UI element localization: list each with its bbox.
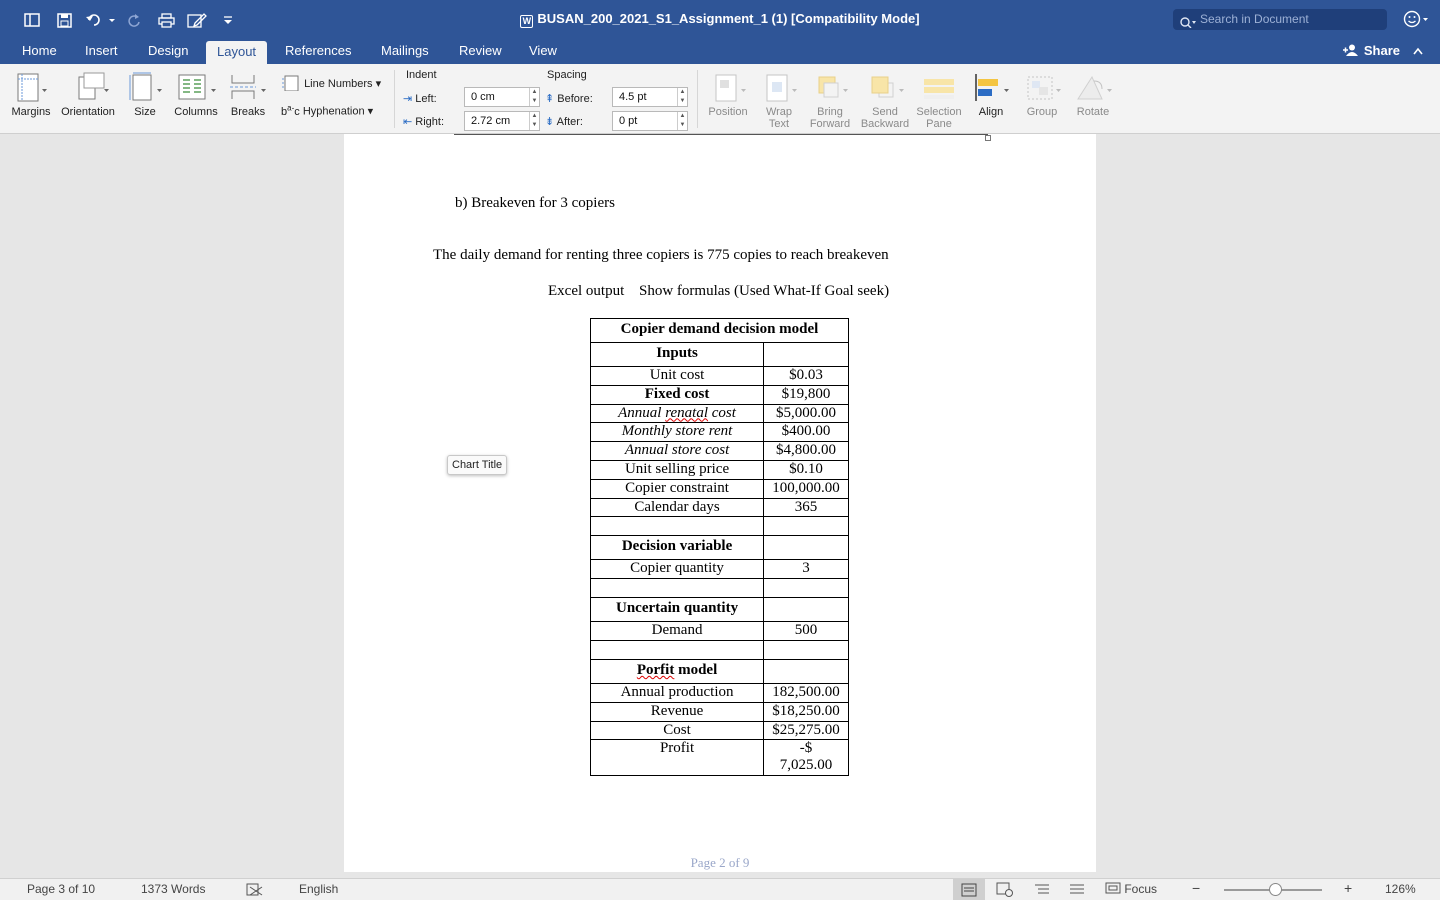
table-row — [591, 498, 849, 517]
indent-right-label-text: Right: — [415, 116, 445, 128]
tab-review[interactable]: Review — [459, 43, 502, 58]
table-cell-value: 182,500.00 — [764, 683, 849, 702]
label-text: cost — [708, 404, 736, 421]
profit-value — [764, 740, 849, 776]
hyphenation-button[interactable]: $b^{a-}c$ Hyphenation ▾ — [281, 103, 374, 118]
table-title: Copier demand decision model — [591, 319, 849, 343]
inputs-header: Inputs — [591, 343, 764, 367]
table-cell-label: Copier quantity — [591, 560, 764, 579]
indent-header: Indent — [406, 69, 437, 81]
size-label: Size — [134, 106, 156, 118]
add-person-icon — [1343, 44, 1360, 56]
focus-label: Focus — [1124, 882, 1158, 896]
align-icon — [970, 71, 1012, 103]
table-row — [591, 479, 849, 498]
table-cell-label: Unit cost — [591, 367, 764, 386]
tab-layout[interactable]: Layout — [206, 41, 267, 64]
draft-view-icon[interactable] — [1069, 882, 1085, 899]
show-formulas-label: Show formulas (Used What-If Goal seek) — [639, 283, 890, 299]
tab-home[interactable]: Home — [22, 43, 57, 58]
focus-button[interactable] — [1105, 882, 1157, 896]
profit-value-line-1: -$ — [799, 740, 813, 757]
bring-forward-label-2: Forward — [809, 118, 851, 130]
group-button[interactable] — [1018, 68, 1066, 118]
table-row — [591, 702, 849, 721]
table-row — [591, 404, 849, 423]
table-cell-label: Unit selling price — [591, 460, 764, 479]
send-backward-label-2: Backward — [860, 118, 910, 130]
page-size-icon — [125, 71, 165, 103]
table-row — [591, 442, 849, 461]
columns-icon — [173, 71, 219, 103]
excel-output-label: Excel output — [548, 283, 625, 299]
share-button[interactable] — [1343, 43, 1400, 58]
spacing-before-stepper[interactable]: ▲ ▼ — [677, 88, 687, 106]
table-cell — [591, 640, 764, 659]
profit-value-line-2: 7,025.00 — [779, 757, 833, 774]
table-cell-value: $19,800 — [764, 385, 849, 404]
table-cell-label: Monthly store rent — [591, 423, 764, 442]
share-label: Share — [1363, 43, 1400, 58]
proofing-icon[interactable] — [246, 883, 264, 899]
selection-pane-button[interactable] — [914, 68, 964, 130]
decision-model-table[interactable] — [590, 318, 849, 776]
table-cell-value: $0.10 — [764, 460, 849, 479]
indent-left-icon: ⇥ — [403, 93, 413, 105]
misspelled-word[interactable]: Porfit — [636, 661, 675, 678]
chart-frame-edge — [454, 134, 988, 135]
table-cell — [591, 579, 764, 598]
line-numbers-label: Line Numbers — [304, 78, 373, 90]
table-row — [591, 319, 849, 343]
table-cell-value: 3 — [764, 560, 849, 579]
table-cell-label: Cost — [591, 721, 764, 740]
table-cell-label — [591, 404, 764, 423]
table-cell-value: 100,000.00 — [764, 479, 849, 498]
indent-left-label — [403, 92, 437, 105]
hyphenation-icon: $b^{a-}c$ — [281, 103, 300, 118]
line-numbers-button[interactable]: Line Numbers ▾ — [281, 75, 381, 91]
print-layout-view-icon[interactable] — [953, 879, 985, 900]
spacing-before-label — [545, 92, 593, 105]
document-title-text: BUSAN_200_2021_S1_Assignment_1 (1) [Compatibility Mode] — [537, 11, 920, 26]
spacing-after-label-text: After: — [556, 116, 583, 128]
table-row — [591, 683, 849, 702]
orientation-icon — [67, 71, 109, 103]
zoom-slider-thumb[interactable] — [1269, 883, 1282, 896]
margins-button[interactable] — [8, 68, 54, 118]
indent-right-icon: ⇤ — [403, 116, 413, 128]
columns-label: Columns — [174, 106, 218, 118]
table-cell — [764, 517, 849, 536]
table-cell-value: $0.03 — [764, 367, 849, 386]
breakeven-sentence: The daily demand for renting three copiers is 775 copies to reach breakeven — [433, 247, 889, 263]
ribbon-tab-bar — [0, 40, 1440, 64]
orientation-button[interactable] — [58, 68, 118, 118]
table-cell-label: Annual store cost — [591, 442, 764, 461]
label-text: model — [674, 661, 718, 678]
bring-forward-button[interactable] — [806, 68, 854, 130]
table-cell-label: Profit — [591, 740, 764, 776]
position-icon — [708, 71, 748, 103]
breaks-button[interactable] — [226, 68, 270, 118]
document-canvas[interactable] — [0, 134, 1440, 878]
table-row — [591, 517, 849, 536]
selection-pane-label-2: Pane — [926, 118, 952, 130]
web-layout-view-icon[interactable] — [996, 882, 1014, 900]
rotate-button[interactable] — [1070, 68, 1116, 118]
tab-view[interactable]: View — [529, 43, 557, 58]
document-page[interactable] — [344, 134, 1096, 872]
focus-icon — [1105, 882, 1121, 894]
language[interactable]: English — [299, 882, 339, 896]
orientation-label: Orientation — [61, 106, 115, 118]
table-cell — [764, 579, 849, 598]
zoom-level[interactable]: 126% — [1385, 882, 1416, 896]
table-cell — [591, 517, 764, 536]
indent-right-input[interactable] — [464, 111, 540, 131]
table-cell — [764, 659, 849, 683]
table-cell-label: Annual production — [591, 683, 764, 702]
send-backward-icon — [862, 71, 908, 103]
chart-title-tooltip: Chart Title — [447, 455, 507, 475]
table-cell-label: Calendar days — [591, 498, 764, 517]
table-row — [591, 598, 849, 622]
table-cell — [764, 343, 849, 367]
spacing-after-input[interactable] — [612, 111, 688, 131]
spacing-after-label — [545, 115, 583, 128]
bring-forward-label-1: Bring — [817, 106, 843, 118]
word-count[interactable]: 1373 Words — [141, 882, 206, 896]
spacing-after-stepper[interactable]: ▲ ▼ — [677, 112, 687, 130]
zoom-in-icon[interactable]: + — [1344, 880, 1353, 896]
table-cell-value: 500 — [764, 622, 849, 641]
table-row — [591, 536, 849, 560]
send-backward-button[interactable] — [858, 68, 912, 130]
size-button[interactable] — [124, 68, 166, 118]
table-cell — [764, 640, 849, 659]
table-cell — [764, 598, 849, 622]
table-row — [591, 622, 849, 641]
bring-forward-icon — [809, 71, 851, 103]
indent-left-stepper[interactable]: ▲ ▼ — [529, 88, 539, 106]
breaks-icon — [226, 71, 270, 103]
search-input[interactable] — [1173, 9, 1387, 30]
table-cell-value: 365 — [764, 498, 849, 517]
tab-mailings[interactable]: Mailings — [381, 43, 429, 58]
table-cell-value: $5,000.00 — [764, 404, 849, 423]
position-label: Position — [708, 106, 748, 118]
table-cell-value: $400.00 — [764, 423, 849, 442]
collapse-ribbon-icon[interactable] — [1413, 44, 1423, 58]
table-row — [591, 343, 849, 367]
indent-left-value: 0 cm — [471, 91, 495, 103]
page-count[interactable]: Page 3 of 10 — [27, 882, 96, 896]
selection-pane-label-1: Selection — [916, 106, 962, 118]
wrap-text-label-2: Text — [768, 118, 790, 130]
margins-label: Margins — [11, 106, 51, 118]
ribbon-separator — [394, 70, 395, 128]
selection-pane-icon — [919, 71, 959, 103]
align-label: Align — [978, 106, 1004, 118]
table-cell — [764, 536, 849, 560]
send-backward-label-1: Send — [872, 106, 898, 118]
ribbon-separator — [697, 70, 698, 128]
spacing-before-value: 4.5 pt — [619, 91, 647, 103]
wrap-text-label-1: Wrap — [765, 106, 793, 118]
table-row — [591, 367, 849, 386]
title-bar — [0, 0, 1440, 40]
uncertain-header: Uncertain quantity — [591, 598, 764, 622]
group-icon — [1021, 71, 1063, 103]
table-cell-label: Fixed cost — [591, 385, 764, 404]
page-footer: Page 2 of 9 — [690, 855, 750, 870]
group-label: Group — [1026, 106, 1058, 118]
rotate-label: Rotate — [1076, 106, 1110, 118]
position-button[interactable] — [704, 68, 752, 118]
align-button[interactable] — [968, 68, 1014, 118]
table-row — [591, 460, 849, 479]
indent-left-input[interactable] — [464, 87, 540, 107]
table-row — [591, 740, 849, 776]
rotate-icon — [1072, 71, 1114, 103]
table-row — [591, 579, 849, 598]
table-cell-label: Revenue — [591, 702, 764, 721]
table-row — [591, 423, 849, 442]
spacing-before-label-text: Before: — [557, 93, 593, 105]
table-row — [591, 659, 849, 683]
indent-left-label-text: Left: — [415, 93, 437, 105]
spacing-header: Spacing — [547, 69, 587, 81]
spacing-after-value: 0 pt — [619, 115, 638, 127]
table-row — [591, 640, 849, 659]
word-document-icon: W — [520, 15, 533, 28]
misspelled-word[interactable]: renatal — [665, 404, 709, 421]
indent-right-stepper[interactable]: ▲ ▼ — [529, 112, 539, 130]
table-cell-value: $18,250.00 — [764, 702, 849, 721]
spacing-before-input[interactable] — [612, 87, 688, 107]
search-icon — [1180, 14, 1196, 35]
status-bar — [0, 878, 1440, 900]
spacing-after-icon: ⇟ — [545, 116, 555, 128]
table-row — [591, 385, 849, 404]
chart-resize-handle[interactable] — [985, 135, 991, 141]
columns-button[interactable] — [172, 68, 220, 118]
tab-insert[interactable]: Insert — [85, 43, 118, 58]
table-cell-value: $25,275.00 — [764, 721, 849, 740]
table-cell-label: Demand — [591, 622, 764, 641]
hyphenation-label: Hyphenation — [302, 105, 365, 118]
table-cell-label: Copier constraint — [591, 479, 764, 498]
margins-icon — [14, 71, 48, 103]
tab-design[interactable]: Design — [148, 43, 189, 58]
table-row — [591, 721, 849, 740]
feedback-smiley-icon[interactable] — [1402, 9, 1430, 34]
indent-right-label — [403, 115, 444, 128]
label-text: Annual — [618, 404, 666, 421]
table-cell-value: $4,800.00 — [764, 442, 849, 461]
section-heading-b: b) Breakeven for 3 copiers — [455, 195, 615, 211]
model-header — [591, 659, 764, 683]
line-numbers-icon — [281, 75, 301, 91]
zoom-out-icon[interactable]: − — [1192, 880, 1201, 896]
table-row — [591, 560, 849, 579]
wrap-text-button[interactable] — [756, 68, 802, 130]
decision-header: Decision variable — [591, 536, 764, 560]
tab-references[interactable]: References — [285, 43, 352, 58]
indent-right-value: 2.72 cm — [471, 115, 511, 127]
search-placeholder: Search in Document — [1200, 12, 1309, 26]
outline-view-icon[interactable] — [1034, 882, 1050, 899]
breaks-label: Breaks — [230, 106, 266, 118]
ribbon-layout — [0, 64, 1440, 134]
spacing-before-icon: ⇞ — [545, 93, 555, 105]
wrap-text-icon — [759, 71, 799, 103]
